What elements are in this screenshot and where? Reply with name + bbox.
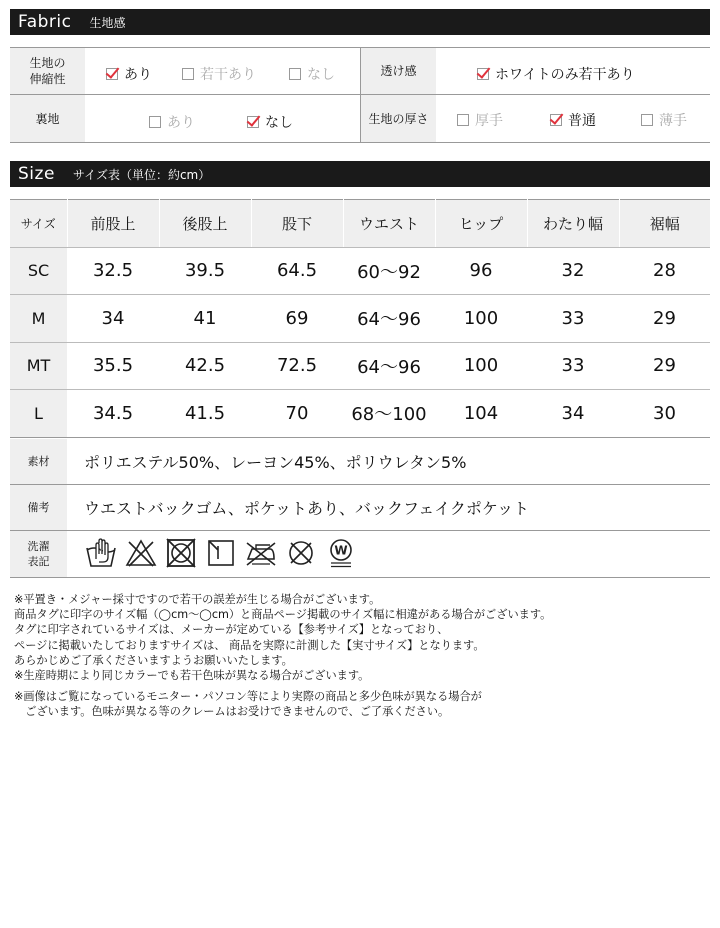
header-cell: サイズ — [10, 200, 67, 248]
transparency-label: 透け感 — [361, 48, 436, 94]
table-row — [10, 342, 710, 390]
checkbox-checked-icon — [247, 116, 259, 128]
table-cell: 42.5 — [159, 342, 251, 390]
fabric-section-header — [10, 9, 710, 35]
care-row — [10, 531, 710, 578]
size-table — [10, 199, 710, 438]
remarks-row — [10, 485, 710, 531]
stretch-option-yes: あり — [106, 64, 152, 84]
header-cell: 裾幅 — [619, 200, 710, 248]
lining-option-yes: あり — [149, 112, 195, 132]
table-row — [10, 295, 710, 343]
fabric-title: Fabric — [18, 12, 72, 32]
table-cell: 100 — [435, 342, 527, 390]
size-table-header — [10, 200, 710, 248]
size-subtitle: サイズ表（単位：約cm） — [72, 167, 211, 182]
note-line: タグに印字されているサイズは、メーカーが定めている【参考サイズ】となっており、 — [14, 623, 449, 637]
thickness-option-normal: 普通 — [550, 110, 596, 130]
checkbox-checked-icon — [477, 68, 489, 80]
table-cell: 41 — [159, 295, 251, 343]
note-line: ございます。色味が異なる等のクレームはお受けできませんので、ご了承ください。 — [14, 705, 450, 719]
notes — [14, 592, 551, 720]
table-cell: 70 — [251, 390, 343, 438]
checkbox-checked-icon — [550, 114, 562, 126]
care-icons — [84, 537, 358, 569]
size-section-header — [10, 161, 710, 187]
care-label: 洗濯 表記 — [10, 531, 67, 577]
thickness-label: 生地の厚さ — [361, 95, 436, 142]
table-row — [10, 390, 710, 438]
size-label-cell: SC — [10, 247, 67, 295]
checkbox-empty-icon — [289, 68, 301, 80]
no-tumble-dry-icon — [164, 537, 198, 569]
material-value: ポリエステル50%、レーヨン45%、ポリウレタン5% — [84, 453, 467, 472]
note-line: ※平置き・メジャー採寸ですので若干の誤差が生じる場合がございます。 — [14, 593, 381, 606]
line-dry-shade-icon — [204, 537, 238, 569]
size-label-cell: L — [10, 390, 67, 438]
note-line: ※画像はご覧になっているモニター・パソコン等により実際の商品と多少色味が異なる場合が — [14, 690, 482, 704]
header-cell: ウエスト — [343, 200, 435, 248]
lining-option-no: なし — [247, 112, 293, 132]
table-cell: 64.5 — [251, 247, 343, 295]
thickness-option-thick: 厚手 — [457, 110, 503, 130]
no-bleach-icon — [124, 537, 158, 569]
table-cell: 68〜100 — [343, 390, 435, 438]
checkbox-empty-icon — [457, 114, 469, 126]
svg-text:W: W — [334, 543, 348, 558]
stretch-option-slight: 若干あり — [182, 64, 256, 84]
table-cell: 60〜92 — [343, 247, 435, 295]
table-cell: 39.5 — [159, 247, 251, 295]
remarks-label: 備考 — [10, 485, 67, 530]
material-label: 素材 — [10, 439, 67, 484]
table-cell: 29 — [619, 342, 710, 390]
header-cell: 股下 — [251, 200, 343, 248]
table-cell: 100 — [435, 295, 527, 343]
table-cell: 35.5 — [67, 342, 159, 390]
size-title: Size — [18, 164, 55, 184]
material-row — [10, 439, 710, 485]
table-cell: 64〜96 — [343, 295, 435, 343]
checkbox-checked-icon — [106, 68, 118, 80]
table-cell: 28 — [619, 247, 710, 295]
checkbox-empty-icon — [641, 114, 653, 126]
fabric-row-1 — [10, 48, 710, 95]
table-cell: 34 — [67, 295, 159, 343]
size-label-cell: MT — [10, 342, 67, 390]
remarks-value: ウエストバックゴム、ポケットあり、バックフェイクポケット — [84, 499, 530, 518]
table-cell: 32.5 — [67, 247, 159, 295]
table-cell: 72.5 — [251, 342, 343, 390]
fabric-table — [10, 47, 710, 143]
header-cell: わたり幅 — [527, 200, 619, 248]
table-row — [10, 247, 710, 295]
hand-wash-icon — [84, 537, 118, 569]
lining-label: 裏地 — [10, 95, 85, 142]
note-line: ページに掲載いたしておりますサイズは、 商品を実際に計測した【実寸サイズ】となります。 — [14, 638, 485, 652]
table-cell: 32 — [527, 247, 619, 295]
stretch-option-none: なし — [289, 64, 335, 84]
table-cell: 33 — [527, 295, 619, 343]
header-cell: ヒップ — [435, 200, 527, 248]
table-cell: 104 — [435, 390, 527, 438]
transparency-option: ホワイトのみ若干あり — [477, 64, 635, 84]
table-cell: 41.5 — [159, 390, 251, 438]
table-cell: 34 — [527, 390, 619, 438]
note-line: ※生産時期により同じカラーでも若干色味が異なる場合がございます。 — [14, 669, 370, 683]
wet-clean-icon — [324, 537, 358, 569]
table-cell: 33 — [527, 342, 619, 390]
table-cell: 96 — [435, 247, 527, 295]
fabric-row-2 — [10, 95, 710, 142]
header-cell: 前股上 — [67, 200, 159, 248]
iron-low-icon — [244, 537, 278, 569]
header-cell: 後股上 — [159, 200, 251, 248]
stretch-label: 生地の 伸縮性 — [10, 48, 85, 94]
table-cell: 29 — [619, 295, 710, 343]
note-line: あらかじめご了承くださいますようお願いいたします。 — [14, 653, 293, 667]
note-line: 商品タグに印字のサイズ幅（◯cm〜◯cm）と商品ページ掲載のサイズ幅に相違がある場合がございます。 — [14, 608, 552, 622]
checkbox-empty-icon — [149, 116, 161, 128]
no-dry-clean-icon — [284, 537, 318, 569]
table-cell: 34.5 — [67, 390, 159, 438]
size-label-cell: M — [10, 295, 67, 343]
table-cell: 69 — [251, 295, 343, 343]
table-cell: 30 — [619, 390, 710, 438]
thickness-option-thin: 薄手 — [641, 110, 687, 130]
table-cell: 64〜96 — [343, 342, 435, 390]
fabric-subtitle: 生地感 — [89, 15, 126, 30]
checkbox-empty-icon — [182, 68, 194, 80]
